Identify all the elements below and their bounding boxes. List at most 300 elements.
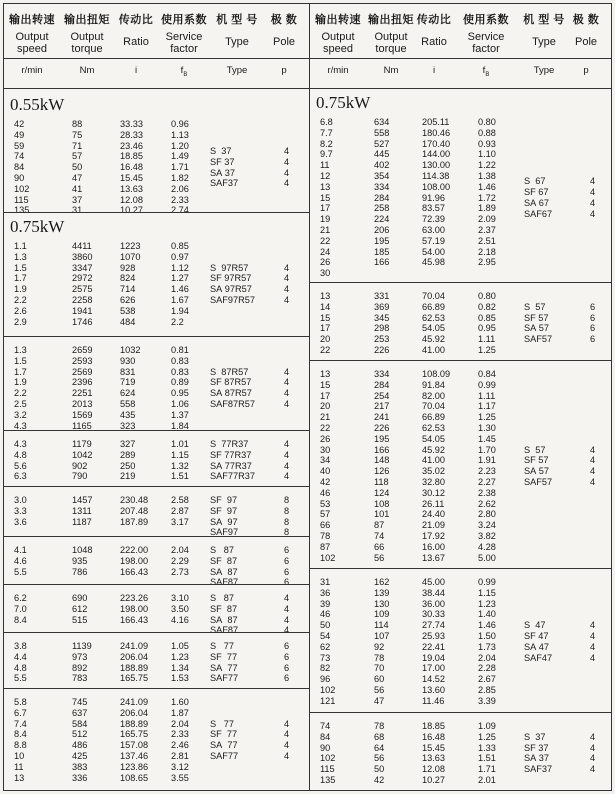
torque-cell: 1941	[72, 305, 93, 316]
ratio-cell: 45.92	[422, 334, 445, 345]
service-factor-cell: 1.25	[478, 412, 496, 423]
service-factor-cell: 3.12	[171, 761, 189, 772]
speed-cell: 3.0	[14, 495, 27, 505]
torque-cell: 101	[374, 509, 390, 520]
pole-count: 4	[284, 284, 290, 295]
torque-cell: 109	[374, 609, 390, 620]
torque-cell: 56	[374, 552, 385, 563]
table-row	[4, 317, 309, 328]
model-list	[210, 593, 298, 636]
header-cn-2: 传动比	[416, 14, 452, 26]
pole-count: 4	[590, 731, 596, 742]
service-factor-cell: 0.80	[478, 117, 496, 127]
ratio-cell: 30.12	[422, 487, 445, 498]
ratio-cell: 45.92	[422, 444, 445, 455]
ratio-cell: 144.00	[422, 149, 451, 160]
speed-cell: 3.3	[14, 505, 27, 516]
model-type: SA 87	[210, 566, 238, 577]
pole-count: 4	[590, 764, 596, 775]
service-factor-cell: 1.25	[478, 731, 496, 742]
torque-cell: 892	[72, 662, 88, 673]
header-unit-3: $f_B$	[180, 65, 188, 78]
power-label: 0.75kW	[316, 93, 371, 112]
model-type: SF 97	[210, 505, 238, 516]
ratio-cell: 82.00	[422, 390, 445, 401]
torque-cell: 195	[374, 235, 390, 246]
pole-count: 4	[284, 471, 290, 482]
ratio-cell: 250	[120, 460, 136, 471]
speed-cell: 135	[320, 775, 336, 785]
model-type: SF 37	[210, 156, 235, 167]
table-row	[310, 160, 611, 171]
pole-count: 4	[590, 187, 596, 198]
service-factor-cell: 2.23	[478, 466, 496, 477]
service-factor-cell: 2.58	[171, 495, 189, 505]
speed-cell: 12	[320, 171, 331, 181]
torque-cell: 253	[374, 334, 390, 345]
pole-count: 4	[590, 455, 596, 466]
service-factor-cell: 2.27	[478, 477, 496, 487]
model-type: S 37	[524, 731, 546, 742]
model-type: SA 77	[210, 740, 238, 751]
service-factor-cell: 1.71	[478, 764, 496, 775]
ratio-cell: 15.45	[422, 742, 445, 753]
model-type: SAF87	[210, 577, 239, 588]
speed-cell: 90	[320, 742, 331, 753]
torque-cell: 1048	[72, 545, 93, 555]
speed-cell: 74	[14, 151, 25, 162]
model-list	[210, 263, 298, 306]
table-row	[310, 423, 611, 434]
model-type: SAF77	[210, 750, 239, 761]
ratio-cell: 108.09	[422, 369, 451, 379]
torque-cell: 2396	[72, 377, 93, 388]
service-factor-cell: 0.99	[478, 577, 496, 587]
table-row	[310, 434, 611, 445]
speed-cell: 26	[320, 257, 331, 268]
table-row	[310, 520, 611, 531]
ratio-cell: 289	[120, 449, 136, 460]
torque-cell: 57	[72, 151, 83, 162]
service-factor-cell: 1.17	[478, 401, 496, 412]
model-type: SF 57	[524, 455, 549, 466]
speed-cell: 5.6	[14, 460, 27, 471]
service-factor-cell: 1.89	[478, 203, 496, 214]
torque-cell: 124	[374, 487, 390, 498]
pole-count: 4	[284, 718, 290, 729]
model-type: S 57	[524, 444, 546, 455]
pole-count: 6	[284, 651, 290, 662]
pole-count: 4	[590, 630, 596, 641]
table-row	[4, 773, 309, 784]
ratio-cell: 54.05	[422, 323, 445, 334]
service-factor-cell: 1.49	[171, 151, 189, 162]
table-row	[310, 369, 611, 380]
speed-cell: 21	[320, 225, 331, 235]
section-left-3	[4, 430, 309, 486]
torque-cell: 47	[72, 173, 83, 183]
service-factor-cell: 1.10	[478, 149, 496, 160]
ratio-cell: 25.93	[422, 631, 445, 641]
pole-count: 6	[284, 545, 290, 555]
pole-count: 6	[284, 555, 290, 566]
ratio-cell: 54.00	[422, 246, 445, 257]
pole-count: 4	[284, 603, 290, 614]
speed-cell: 1.5	[14, 262, 27, 273]
ratio-cell: 16.48	[120, 162, 143, 173]
model-type: S 37	[210, 146, 232, 156]
ratio-cell: 26.11	[422, 498, 445, 509]
ratio-cell: 222.00	[120, 545, 149, 555]
speed-cell: 66	[320, 520, 331, 531]
table-row	[310, 149, 611, 160]
model-type: SF 67	[524, 187, 549, 198]
table-row	[4, 345, 309, 356]
speed-cell: 22	[320, 235, 331, 246]
speed-cell: 17	[320, 390, 331, 401]
pole-count: 4	[284, 729, 290, 740]
speed-cell: 40	[320, 466, 331, 477]
ratio-cell: 206.04	[120, 707, 149, 718]
section-left-0	[4, 88, 309, 216]
service-factor-cell: 2.29	[171, 555, 189, 566]
model-type: SA 77R37	[210, 460, 252, 471]
ratio-cell: 57.19	[422, 235, 445, 246]
ratio-cell: 91.84	[422, 379, 445, 390]
torque-cell: 114	[374, 620, 389, 631]
model-list	[524, 620, 604, 663]
model-type: SA 97	[210, 516, 238, 527]
pole-count: 4	[284, 750, 290, 761]
torque-cell: 690	[72, 593, 88, 603]
pole-count: 6	[284, 673, 290, 684]
table-row	[310, 225, 611, 236]
pole-count: 4	[284, 366, 290, 377]
pole-count: 4	[590, 197, 596, 208]
pole-count: 4	[284, 625, 290, 636]
header-en-3: Service factor	[467, 31, 505, 55]
model-type: SA 87	[210, 614, 238, 625]
ratio-cell: 14.52	[422, 674, 445, 685]
torque-cell: 902	[72, 460, 88, 471]
ratio-cell: 16.48	[422, 731, 445, 742]
speed-cell: 11	[14, 761, 24, 772]
ratio-cell: 930	[120, 355, 136, 366]
model-type: SF 97R57	[210, 273, 252, 284]
ratio-cell: 137.46	[120, 751, 149, 761]
model-list	[210, 146, 298, 189]
model-list	[210, 439, 298, 482]
header-unit-4: Type	[226, 65, 248, 76]
speed-cell: 13	[14, 772, 25, 783]
speed-cell: 36	[320, 587, 331, 598]
table-row	[310, 401, 611, 412]
speed-cell: 102	[320, 685, 336, 695]
torque-cell: 108	[374, 498, 390, 509]
service-factor-cell: 3.82	[478, 531, 496, 541]
ratio-cell: 108.00	[422, 181, 451, 192]
torque-cell: 634	[374, 117, 390, 127]
table-row	[310, 257, 611, 268]
service-factor-cell: 1.11	[478, 390, 496, 401]
speed-cell: 39	[320, 598, 331, 609]
service-factor-cell: 2.62	[478, 498, 496, 509]
speed-cell: 5.5	[14, 673, 27, 684]
torque-cell: 1165	[72, 420, 92, 431]
torque-cell: 284	[374, 192, 390, 203]
service-factor-cell: 2.04	[171, 545, 189, 555]
ratio-cell: 1223	[120, 241, 141, 251]
header-divider	[310, 58, 611, 59]
model-type: S 47	[524, 620, 546, 631]
model-list	[524, 302, 604, 345]
ratio-cell: 19.04	[422, 652, 445, 663]
torque-cell: 166	[374, 257, 390, 268]
ratio-cell: 1070	[120, 251, 141, 262]
section-left-8	[4, 688, 309, 790]
speed-cell: 19	[320, 214, 331, 225]
service-factor-cell: 3.39	[478, 695, 496, 706]
model-type: SAF57	[524, 334, 553, 345]
service-factor-cell: 2.80	[478, 509, 496, 520]
section-right-1	[310, 282, 611, 360]
header-unit-2: i	[134, 65, 138, 76]
service-factor-cell: 2.04	[171, 718, 189, 729]
model-type: SA 67	[524, 197, 550, 208]
service-factor-cell: 2.33	[171, 729, 189, 740]
ratio-cell: 11.46	[422, 695, 445, 706]
speed-cell: 102	[320, 753, 336, 764]
ratio-cell: 10.27	[422, 775, 445, 785]
ratio-cell: 435	[120, 409, 136, 420]
ratio-cell: 714	[120, 284, 136, 295]
pole-count: 6	[284, 641, 290, 651]
ratio-cell: 62.53	[422, 423, 445, 433]
service-factor-cell: 1.22	[478, 160, 496, 171]
table-row	[310, 685, 611, 696]
header-unit-3: $f_B$	[482, 65, 490, 78]
ratio-cell: 114.38	[422, 171, 450, 181]
ratio-cell: 17.92	[422, 531, 445, 541]
pole-count: 8	[284, 505, 290, 516]
torque-cell: 584	[72, 718, 88, 729]
service-factor-cell: 0.88	[478, 127, 496, 138]
service-factor-cell: 0.81	[171, 345, 189, 355]
torque-cell: 206	[374, 225, 390, 235]
model-type: SAF57	[524, 476, 553, 487]
ratio-cell: 123.86	[120, 761, 149, 772]
ratio-cell: 206.04	[120, 651, 149, 662]
service-factor-cell: 1.84	[171, 420, 189, 431]
table-row	[310, 775, 611, 786]
service-factor-cell: 3.55	[171, 772, 189, 783]
model-type: SA 57	[524, 323, 550, 334]
torque-cell: 70	[374, 663, 385, 674]
service-factor-cell: 1.37	[171, 409, 189, 420]
table-row	[310, 139, 611, 150]
ratio-cell: 63.00	[422, 225, 445, 235]
speed-cell: 15	[320, 192, 331, 203]
service-factor-cell: 1.40	[478, 609, 496, 620]
torque-cell: 786	[72, 566, 88, 577]
service-factor-cell: 1.46	[171, 284, 189, 295]
torque-cell: 71	[72, 140, 83, 151]
ratio-cell: 558	[120, 399, 136, 409]
header-cn-5: 极 数	[270, 14, 298, 26]
model-type: SAF87R57	[210, 398, 255, 409]
pole-count: 4	[590, 444, 596, 455]
header-cn-5: 极 数	[572, 14, 600, 26]
table-row	[310, 577, 611, 588]
table-row	[4, 252, 309, 263]
torque-cell: 334	[374, 181, 390, 192]
speed-cell: 1.9	[14, 284, 27, 295]
pole-count: 6	[590, 312, 596, 323]
speed-cell: 10	[14, 751, 25, 761]
speed-cell: 42	[14, 119, 25, 129]
torque-cell: 2659	[72, 345, 93, 355]
service-factor-cell: 2.95	[478, 257, 496, 268]
speed-cell: 54	[320, 631, 331, 641]
torque-cell: 224	[374, 214, 390, 225]
torque-cell: 612	[72, 603, 88, 614]
ratio-cell: 327	[120, 439, 136, 449]
torque-cell: 107	[374, 631, 390, 641]
pole-count: 4	[284, 262, 290, 273]
pole-count: 4	[590, 176, 596, 187]
service-factor-cell: 1.71	[171, 162, 189, 173]
ratio-cell: 41.00	[422, 455, 445, 466]
header-cn-0: 输出转速	[315, 14, 361, 26]
service-factor-cell: 1.01	[171, 439, 189, 449]
pole-count: 4	[284, 146, 290, 156]
torque-cell: 41	[72, 183, 83, 194]
table-row	[310, 674, 611, 685]
torque-cell: 284	[374, 379, 390, 390]
ratio-cell: 45.98	[422, 257, 445, 268]
speed-cell: 4.3	[14, 420, 27, 431]
service-factor-cell: 2.37	[478, 225, 496, 235]
service-factor-cell: 1.94	[171, 305, 189, 316]
section-left-4	[4, 486, 309, 536]
torque-cell: 78	[374, 721, 385, 731]
ratio-cell: 624	[120, 388, 136, 399]
speed-cell: 73	[320, 652, 331, 663]
pole-count: 4	[590, 641, 596, 652]
service-factor-cell: 1.50	[478, 631, 496, 641]
speed-cell: 20	[320, 334, 331, 345]
service-factor-cell: 0.89	[171, 377, 189, 388]
pole-count: 4	[284, 273, 290, 284]
speed-cell: 2.2	[14, 388, 27, 399]
torque-cell: 298	[374, 323, 390, 334]
torque-cell: 486	[72, 740, 88, 751]
ratio-cell: 831	[120, 366, 136, 377]
pole-count: 8	[284, 516, 290, 527]
speed-cell: 82	[320, 663, 331, 674]
service-factor-cell: 1.46	[478, 620, 496, 631]
model-list	[524, 732, 604, 775]
service-factor-cell: 2.01	[478, 775, 496, 785]
service-factor-cell: 1.06	[171, 399, 189, 409]
ratio-cell: 54.05	[422, 433, 445, 444]
torque-cell: 3860	[72, 251, 93, 262]
torque-cell: 241	[374, 412, 390, 423]
torque-cell: 166	[374, 444, 390, 455]
service-factor-cell: 1.15	[478, 587, 496, 598]
speed-cell: 24	[320, 246, 331, 257]
service-factor-cell: 1.53	[171, 673, 189, 684]
model-type: SAF37	[210, 178, 239, 189]
section-right-3	[310, 568, 611, 712]
table-row	[310, 380, 611, 391]
torque-cell: 50	[374, 764, 385, 775]
model-type: SAF37	[524, 764, 553, 775]
ratio-cell: 62.53	[422, 312, 445, 323]
pole-count: 4	[284, 460, 290, 471]
service-factor-cell: 3.17	[171, 516, 189, 527]
torque-cell: 42	[374, 775, 385, 785]
service-factor-cell: 1.13	[171, 129, 189, 140]
torque-cell: 68	[374, 731, 385, 742]
pole-count: 4	[590, 742, 596, 753]
model-type: S 67	[524, 176, 546, 187]
ratio-cell: 66.89	[422, 301, 445, 312]
torque-cell: 217	[374, 401, 390, 412]
torque-cell: 258	[374, 203, 390, 214]
pole-count: 4	[590, 466, 596, 477]
speed-cell: 59	[14, 140, 25, 151]
speed-cell: 21	[320, 412, 331, 423]
table-row	[310, 696, 611, 707]
pole-count: 4	[284, 294, 290, 305]
pole-count: 4	[284, 740, 290, 751]
torque-cell: 425	[72, 751, 88, 761]
service-factor-cell: 3.10	[171, 593, 189, 603]
service-factor-cell: 2.46	[171, 740, 189, 751]
service-factor-cell: 1.51	[171, 471, 189, 482]
service-factor-cell: 2.33	[171, 194, 189, 205]
speed-cell: 78	[320, 531, 331, 541]
service-factor-cell: 0.99	[478, 379, 496, 390]
torque-cell: 31	[72, 205, 83, 216]
model-type: SF 77	[210, 729, 238, 740]
service-factor-cell: 1.23	[171, 651, 189, 662]
section-right-2	[310, 360, 611, 568]
torque-cell: 4411	[72, 241, 92, 251]
speed-cell: 17	[320, 203, 331, 214]
service-factor-cell: 1.23	[478, 598, 496, 609]
service-factor-cell: 0.82	[478, 301, 496, 312]
speed-cell: 74	[320, 721, 331, 731]
speed-cell: 115	[320, 764, 335, 775]
service-factor-cell: 0.80	[478, 291, 496, 301]
ratio-cell: 16.00	[422, 541, 445, 552]
torque-cell: 637	[72, 707, 88, 718]
table-row	[310, 488, 611, 499]
model-type: SF 97	[210, 495, 238, 505]
model-type: SF 37	[524, 742, 549, 753]
torque-cell: 345	[374, 312, 390, 323]
model-type: S 77	[210, 718, 235, 729]
table-row	[310, 721, 611, 732]
service-factor-cell: 2.18	[478, 246, 496, 257]
model-type: SA 37	[524, 753, 550, 764]
service-factor-cell: 1.11	[478, 334, 496, 345]
table-row	[4, 241, 309, 252]
speed-cell: 4.4	[14, 651, 27, 662]
ratio-cell: 719	[120, 377, 136, 388]
